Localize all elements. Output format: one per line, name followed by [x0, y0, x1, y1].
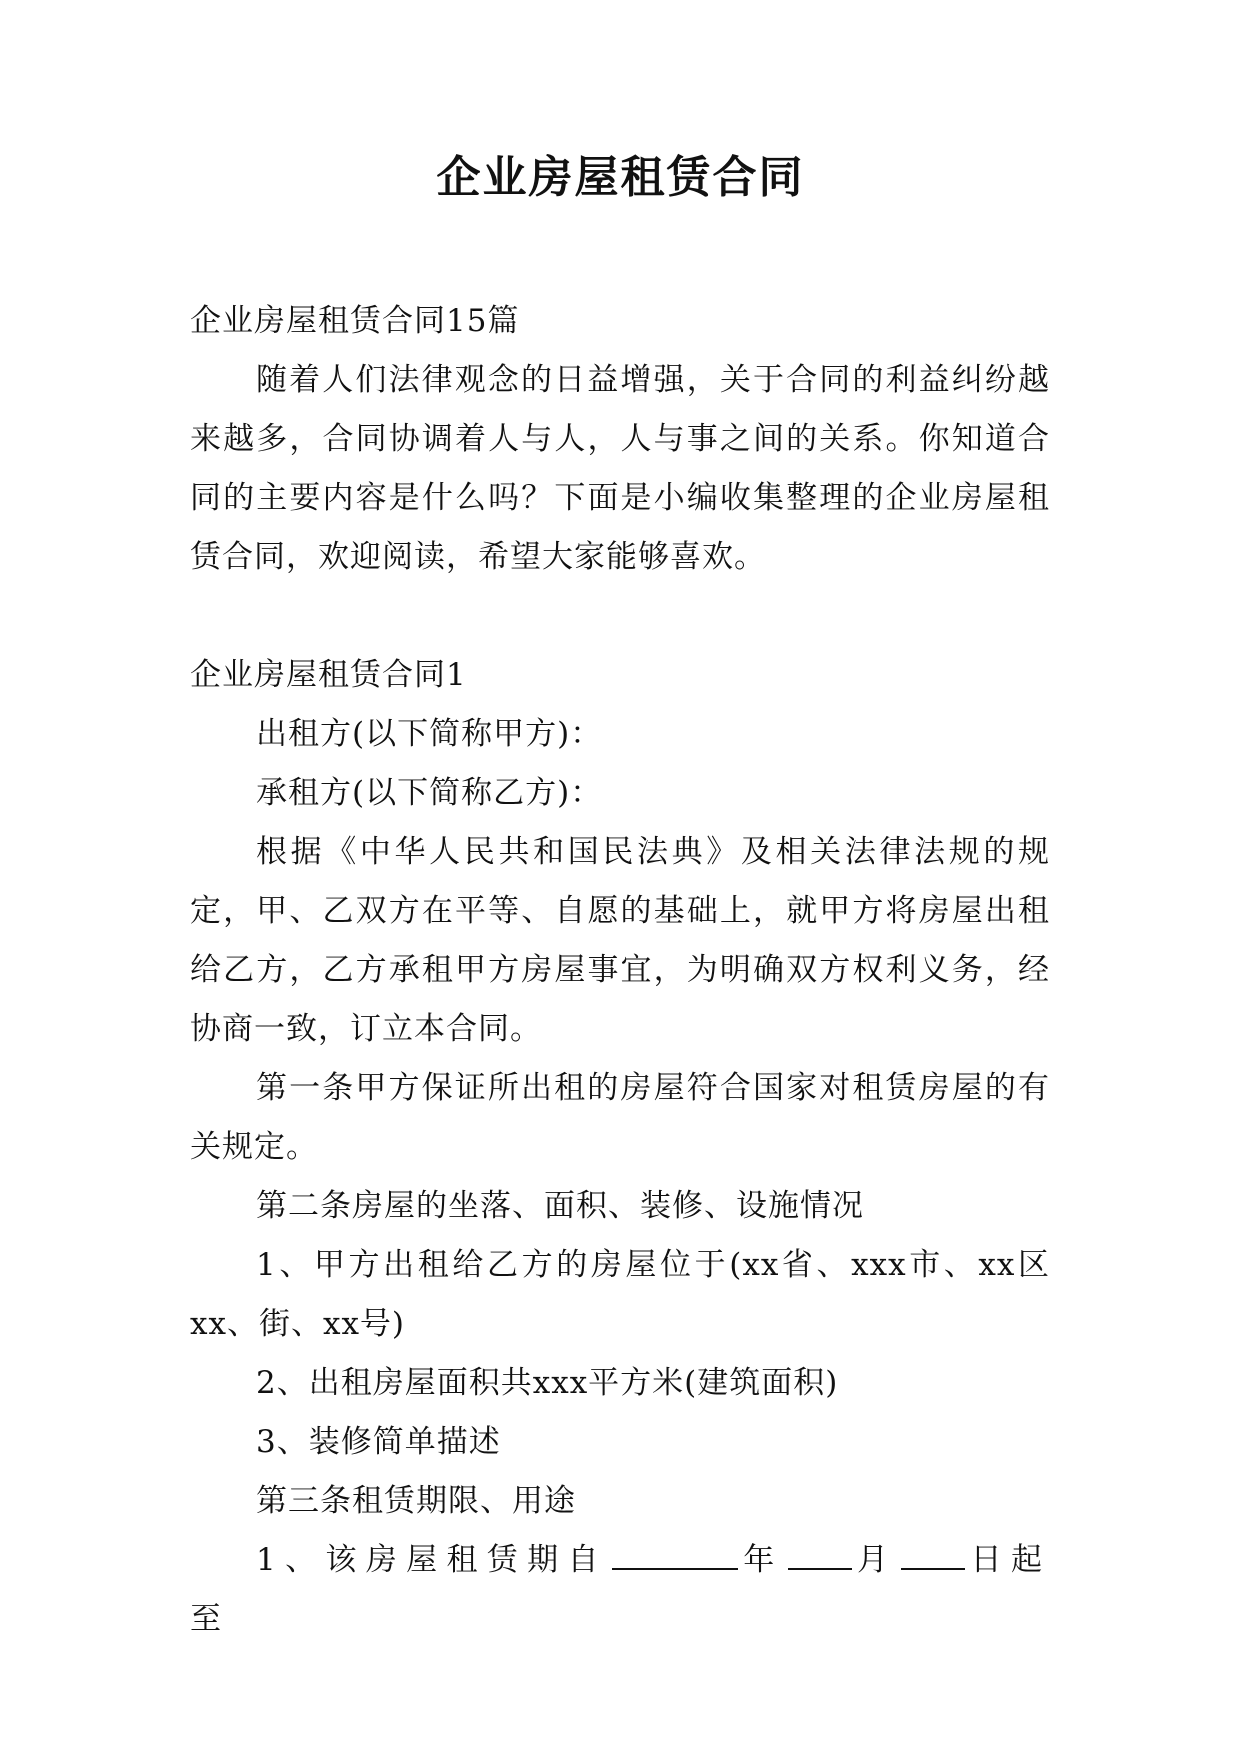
article-2-item-1: 1、甲方出租给乙方的房屋位于(xx省、xxx市、xx区xx、街、xx号) — [190, 1247, 1050, 1342]
month-label: 月 — [855, 1542, 898, 1578]
article-2-heading: 第二条房屋的坐落、面积、装修、设施情况 — [256, 1188, 864, 1224]
article-2-item-2: 2、出租房屋面积共xxx平方米(建筑面积) — [256, 1365, 839, 1401]
intro-paragraph: 随着人们法律观念的日益增强，关于合同的利益纠纷越来越多，合同协调着人与人，人与事之间的关系。你知道合同的主要内容是什么吗？下面是小编收集整理的企业房屋租赁合同，欢迎阅读，希望大家能够喜欢。 — [190, 362, 1050, 575]
lessor-line: 出租方(以下简称甲方)： — [256, 716, 603, 752]
day-blank — [901, 1534, 965, 1570]
article-3-item-1 — [190, 1531, 1050, 1649]
basis-paragraph: 根据《中华人民共和国民法典》及相关法律法规的规定，甲、乙双方在平等、自愿的基础上，就甲方将房屋出租给乙方，乙方承租甲方房屋事宜，为明确双方权利义务，经协商一致，订立本合同。 — [190, 834, 1050, 1047]
lessee-line: 承租方(以下简称乙方)： — [256, 775, 603, 811]
article-2-item-3: 3、装修简单描述 — [256, 1424, 501, 1460]
document-subtitle: 企业房屋租赁合同15篇 — [190, 303, 520, 339]
year-blank — [612, 1534, 738, 1570]
contract-heading: 企业房屋租赁合同1 — [190, 657, 467, 693]
month-blank — [788, 1534, 852, 1570]
lease-term-prefix: 1、该房屋租赁期自 — [256, 1542, 608, 1578]
year-label: 年 — [741, 1542, 784, 1578]
day-to-label: 日起至 — [190, 1542, 1050, 1637]
article-1: 第一条甲方保证所出租的房屋符合国家对租赁房屋的有关规定。 — [190, 1070, 1050, 1165]
document-title: 企业房屋租赁合同 — [436, 152, 805, 203]
document-body — [190, 292, 1050, 1649]
article-3-heading: 第三条租赁期限、用途 — [256, 1483, 576, 1519]
